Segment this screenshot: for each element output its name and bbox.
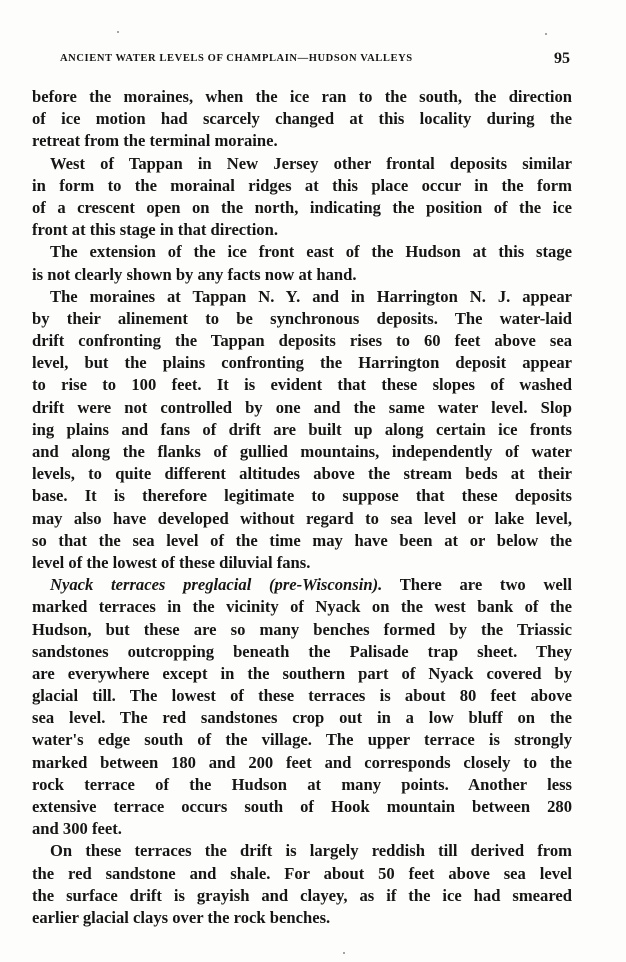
text-line: of a crescent open on the north, indicating the position of the ice bbox=[32, 197, 572, 217]
text-line: in form to the morainal ridges at this place occur in the form bbox=[32, 175, 572, 195]
text-line: are everywhere except in the southern part of Nyack covered by bbox=[32, 663, 572, 683]
text-line: before the moraines, when the ice ran to the south, the direction bbox=[32, 87, 572, 106]
text-line: the surface drift is grayish and clayey, as if the ice had smeared bbox=[32, 885, 572, 905]
text-line: drift were not controlled by one and the same water level. Slop bbox=[32, 397, 572, 417]
text-line: levels, to quite different altitudes above the stream beds at their bbox=[32, 464, 572, 484]
text-line: marked between 180 and 200 feet and corresponds closely to the bbox=[32, 752, 572, 772]
text-line: West of Tappan in New Jersey other frontal deposits similar bbox=[50, 153, 572, 173]
text-line: retreat from the terminal moraine. bbox=[32, 131, 278, 151]
paper-speck bbox=[545, 33, 547, 35]
text-line: extensive terrace occurs south of Hook mountain between 280 bbox=[32, 797, 572, 816]
text-line: The extension of the ice front east of the Hudson at this stage bbox=[50, 242, 572, 262]
text-line: The moraines at Tappan N. Y. and in Harrington N. J. appear bbox=[50, 286, 572, 306]
text-line: level of the lowest of these diluvial fans. bbox=[32, 552, 311, 572]
text-line: drift confronting the Tappan deposits rises to 60 feet above sea bbox=[32, 331, 572, 351]
text-line-continuation: There are two well bbox=[399, 575, 573, 595]
text-line: by their alinement to be synchronous deposits. The water-laid bbox=[32, 308, 572, 328]
text-line: ing plains and fans of drift are built up along certain ice fronts bbox=[32, 419, 572, 439]
text-line bbox=[32, 574, 572, 596]
text-line: glacial till. The lowest of these terraces is about 80 feet above bbox=[32, 686, 572, 706]
text-line: may also have developed without regard to sea level or lake level, bbox=[32, 508, 572, 528]
text-line: front at this stage in that direction. bbox=[32, 220, 278, 240]
text-line: Hudson, but these are so many benches formed by the Triassic bbox=[32, 619, 572, 639]
running-title: ANCIENT WATER LEVELS OF CHAMPLAIN—HUDSON VALLEYS bbox=[60, 53, 413, 64]
text-line: base. It is therefore legitimate to suppose that these deposits bbox=[32, 486, 572, 506]
text-line: and along the flanks of gullied mountains, independently of water bbox=[32, 442, 572, 461]
text-line: level, but the plains confronting the Harrington deposit appear bbox=[32, 353, 572, 373]
text-line: rock terrace of the Hudson at many points. Another less bbox=[32, 774, 572, 794]
nyack-heading: Nyack terraces preglacial (pre-Wisconsin). bbox=[50, 575, 383, 595]
text-line: sea level. The red sandstones crop out in a low bluff on the bbox=[32, 708, 572, 728]
text-line: is not clearly shown by any facts now at hand. bbox=[32, 264, 357, 284]
text-line: water's edge south of the village. The upper terrace is strongly bbox=[32, 730, 572, 750]
text-line: sandstones outcropping beneath the Palisade trap sheet. They bbox=[32, 641, 572, 661]
text-line: On these terraces the drift is largely reddish till derived from bbox=[50, 841, 572, 861]
body-text bbox=[32, 86, 572, 929]
paper-speck bbox=[117, 31, 119, 33]
text-line: to rise to 100 feet. It is evident that these slopes of washed bbox=[32, 375, 572, 395]
text-line: and 300 feet. bbox=[32, 819, 122, 839]
text-line: marked terraces in the vicinity of Nyack on the west bank of the bbox=[32, 597, 572, 617]
text-line: so that the sea level of the time may have been at or below the bbox=[32, 530, 572, 550]
paper-speck bbox=[343, 952, 345, 954]
page-number: 95 bbox=[554, 50, 570, 67]
text-line: the red sandstone and shale. For about 50 feet above sea level bbox=[32, 863, 572, 883]
running-head bbox=[60, 50, 570, 68]
text-line: earlier glacial clays over the rock benches. bbox=[32, 907, 331, 927]
text-line: of ice motion had scarcely changed at this locality during the bbox=[32, 109, 572, 129]
